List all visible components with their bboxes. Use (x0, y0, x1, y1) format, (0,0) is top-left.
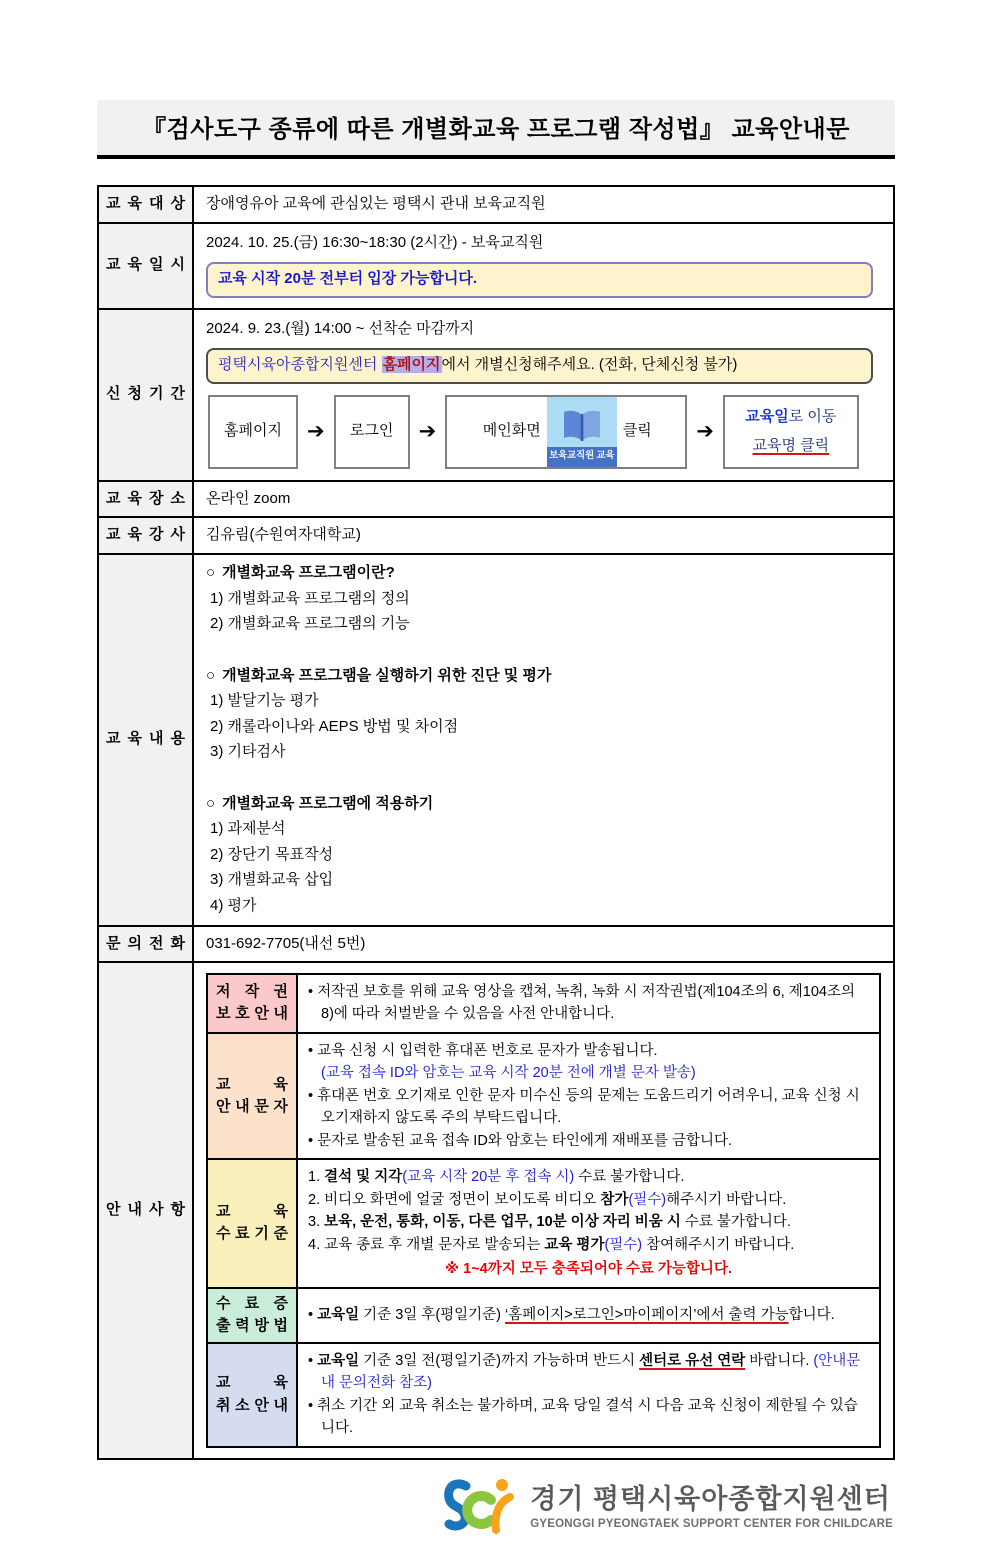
right-arrow-icon: ➔ (696, 420, 714, 443)
content-item: 2) 캐롤라이나와 AEPS 방법 및 차이점 (210, 717, 459, 735)
copyright-label: 저 작 권 보 호 안 내 (207, 974, 297, 1033)
content-item: 3) 개별화교육 삽입 (210, 871, 334, 888)
row-target (98, 186, 894, 223)
apply-flowchart (208, 395, 877, 469)
row-place (98, 481, 894, 518)
row-phone (98, 926, 894, 963)
circle-bullet-icon: ○ (206, 794, 216, 812)
bullet-icon: • (308, 1397, 314, 1414)
content-item: 4) 평가 (210, 896, 257, 914)
row-phone-label: 문 의 전 화 (98, 926, 193, 963)
notes-row-cancel (207, 1343, 880, 1447)
completion-label: 교 육 수 료 기 준 (207, 1159, 297, 1287)
row-content-value (193, 554, 894, 926)
flow-step-login: 로그인 (334, 395, 410, 469)
content-item: 3) 기타검사 (210, 743, 286, 760)
notes-row-completion (207, 1159, 880, 1287)
row-schedule-label: 교 육 일 시 (98, 223, 193, 309)
notes-row-copyright (207, 974, 880, 1033)
flow-click-label: 클릭 (622, 422, 652, 440)
right-arrow-icon: ➔ (307, 420, 325, 443)
completion-content: 1. 결석 및 지각(교육 시작 20분 후 접속 시) 수료 불가합니다. 2. 비디오 화면에 얼굴 정면이 보이도록 비디오 참가(필수)해주시기 바랍니다. 3. 보육, 운전, 통화, 이동, 다른 업무, 10분 이상 자리 비움 시 수료 불가합니다. 4. 교육 종료 후 개별 문자로 발송되는 교육 평가(필수) 참여해주시기 바랍니다. ※ 1~4까지 모두 충족되어야 수료 가능합니다. (297, 1159, 880, 1287)
info-table (97, 185, 895, 1460)
content-item: 2) 개별화교육 프로그램의 기능 (210, 615, 410, 632)
content-item: 2) 장단기 목표작성 (210, 845, 334, 863)
notes-row-certificate (207, 1288, 880, 1343)
content-spacer (206, 765, 881, 791)
row-phone-value: 031-692-7705(내선 5번) (193, 926, 894, 963)
footer-org-english: GYEONGGI PYEONGTAEK SUPPORT CENTER FOR CHILDCARE (530, 1518, 893, 1530)
content-section-header: ○ 개별화교육 프로그램을 실행하기 위한 진단 및 평가 (206, 666, 552, 684)
cancel-label: 교 육 취 소 안 내 (207, 1343, 297, 1447)
sms-content: • 교육 신청 시 입력한 휴대폰 번호로 문자가 발송됩니다. (교육 접속 ID와 암호는 교육 시작 20분 전에 개별 문자 발송) • 휴대폰 번호 오기재로 인한 문자 미수신 등의 문제는 도움드리기 어려우니, 교육 신청 시 오기재하지 않도록 주의 부탁드립니다. • 문자로 발송된 교육 접속 ID와 암호는 타인에게 재배포를 금합니다. (297, 1033, 880, 1159)
bullet-icon: • (308, 1087, 314, 1104)
content-item: 1) 발달기능 평가 (210, 692, 319, 709)
right-arrow-icon: ➔ (418, 420, 437, 443)
certificate-label: 수 료 증 출 력 방 법 (207, 1288, 297, 1343)
apply-notice-box (206, 348, 873, 384)
notes-table (206, 973, 881, 1448)
footer (97, 1474, 895, 1534)
flow-step-mainscreen (445, 395, 687, 469)
content-item: 1) 개별화교육 프로그램의 정의 (210, 589, 410, 607)
flow-course-line1: 교육일로 이동 (745, 407, 837, 425)
circle-bullet-icon: ○ (206, 564, 216, 581)
page-title: 『검사도구 종류에 따른 개별화교육 프로그램 작성법』 교육안내문 (97, 100, 895, 159)
apply-period: 2024. 9. 23.(월) 14:00 ~ 선착순 마감까지 (206, 319, 475, 337)
bullet-icon: • (308, 1306, 314, 1323)
entry-notice-box: 교육 시작 20분 전부터 입장 가능합니다. (206, 262, 873, 298)
content-section-header: ○ 개별화교육 프로그램에 적용하기 (206, 794, 434, 812)
flow-mainscreen-label: 메인화면 (482, 422, 541, 440)
row-target-label: 교 육 대 상 (98, 186, 193, 223)
bullet-icon: • (308, 1042, 314, 1059)
row-instructor-label: 교 육 강 사 (98, 517, 193, 554)
notes-row-sms (207, 1033, 880, 1159)
row-content (98, 554, 894, 926)
cancel-content: • 교육일 기준 3일 전(평일기준)까지 가능하며 반드시 센터로 유선 연락 바랍니다. (안내문 내 문의전화 참조) • 취소 기간 외 교육 취소는 불가하며, 교육 당일 결석 시 다음 교육 신청이 제한될 수 있습니다. (297, 1343, 880, 1447)
flow-course-line2: 교육명 클릭 (752, 437, 830, 454)
copyright-content: • 저작권 보호를 위해 교육 영상을 캡쳐, 녹취, 녹화 시 저작권법(제104조의 6, 제104조의 8)에 따라 처벌받을 수 있음을 사전 안내합니다. (297, 974, 880, 1033)
row-apply (98, 309, 894, 481)
flow-step-course (723, 395, 859, 469)
row-apply-value (193, 309, 894, 481)
childcare-education-book-icon (547, 397, 617, 467)
row-place-label: 교 육 장 소 (98, 481, 193, 518)
book-icon-caption: 보육교직원 교육 (547, 447, 617, 466)
row-notes-value (193, 962, 894, 1459)
certificate-content: • 교육일 기준 3일 후(평일기준) ‘홈페이지>로그인>마이페이지’에서 출력 가능합니다. (297, 1288, 880, 1343)
footer-org-korean: 경기 평택시육아종합지원센터 (530, 1484, 891, 1514)
row-instructor (98, 517, 894, 554)
apply-notice-rest: 에서 개별신청해주세요. (전화, 단체신청 불가) (441, 356, 738, 373)
bullet-icon: • (308, 984, 314, 1000)
schedule-datetime: 2024. 10. 25.(금) 16:30~18:30 (2시간) - 보육교직원 (206, 233, 544, 251)
bullet-icon: • (308, 1132, 314, 1149)
row-target-value: 장애영유아 교육에 관심있는 평택시 관내 보육교직원 (193, 186, 894, 223)
content-section-header: ○ 개별화교육 프로그램이란? (206, 564, 395, 581)
row-notes (98, 962, 894, 1459)
row-schedule-value (193, 223, 894, 309)
apply-homepage-highlight: 홈페이지 (382, 356, 441, 373)
row-notes-label: 안 내 사 항 (98, 962, 193, 1459)
sms-label: 교 육 안 내 문 자 (207, 1033, 297, 1159)
bullet-icon: • (308, 1352, 314, 1369)
content-item: 1) 과제분석 (210, 820, 286, 837)
row-content-label: 교 육 내 용 (98, 554, 193, 926)
row-schedule (98, 223, 894, 309)
apply-org-name: 평택시육아종합지원센터 (218, 356, 382, 373)
circle-bullet-icon: ○ (206, 666, 216, 684)
row-place-value: 온라인 zoom (193, 481, 894, 518)
content-spacer (206, 637, 881, 663)
open-book-icon (560, 409, 604, 445)
center-logo-icon (444, 1474, 522, 1534)
completion-warning: ※ 1~4까지 모두 충족되어야 수료 가능합니다. (445, 1261, 732, 1278)
footer-org (530, 1477, 893, 1530)
row-apply-label: 신 청 기 간 (98, 309, 193, 481)
flow-step-homepage: 홈페이지 (208, 395, 298, 469)
sms-id-note: (교육 접속 ID와 암호는 교육 시작 20분 전에 개별 문자 발송) (321, 1065, 696, 1082)
row-instructor-value: 김유림(수원여자대학교) (193, 517, 894, 554)
